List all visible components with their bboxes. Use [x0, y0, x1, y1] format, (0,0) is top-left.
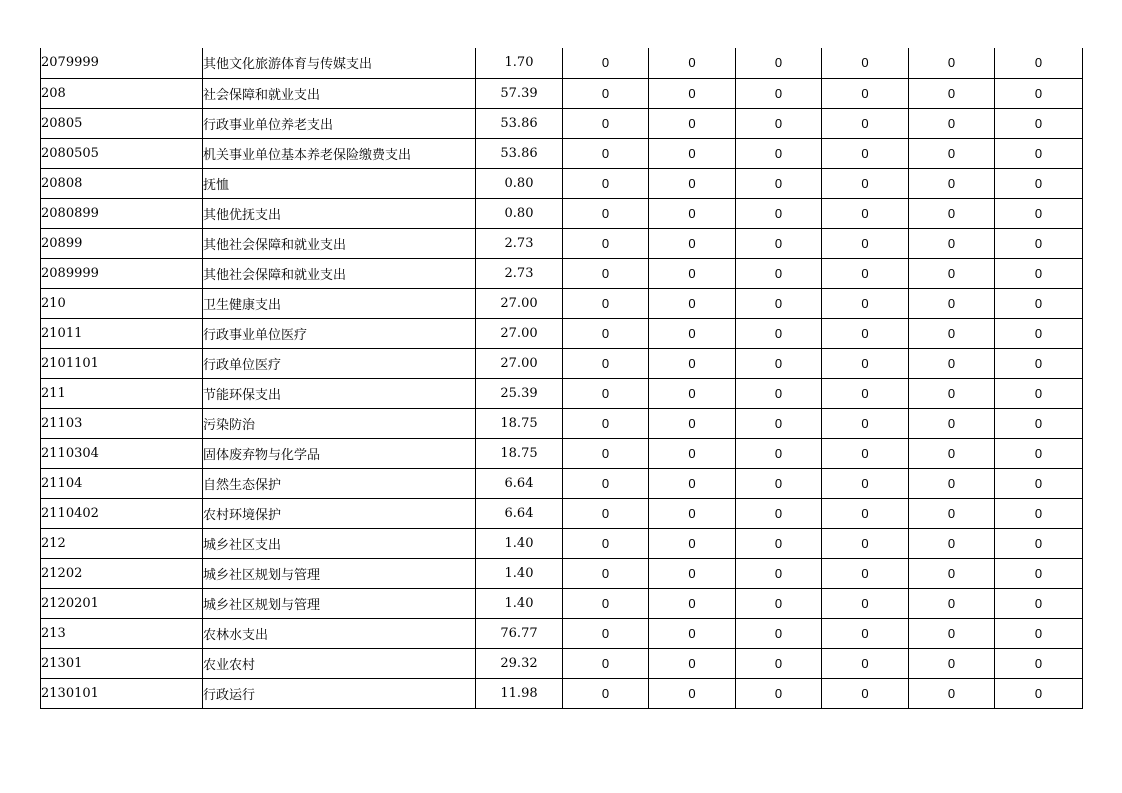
subject-code-cell: 21103	[41, 408, 203, 438]
value-cell: 0	[995, 258, 1083, 288]
subject-name-cell: 其他文化旅游体育与传媒支出	[203, 48, 476, 78]
subject-name-cell: 行政事业单位医疗	[203, 318, 476, 348]
value-cell: 0	[995, 498, 1083, 528]
value-cell: 0	[649, 168, 736, 198]
amount-cell: 1.40	[476, 558, 563, 588]
value-cell: 0	[822, 288, 909, 318]
value-cell: 0	[563, 618, 649, 648]
subject-code-cell: 20805	[41, 108, 203, 138]
value-cell: 0	[649, 588, 736, 618]
subject-name-cell: 抚恤	[203, 168, 476, 198]
amount-cell: 1.40	[476, 528, 563, 558]
value-cell: 0	[649, 558, 736, 588]
value-cell: 0	[736, 648, 822, 678]
subject-name-cell: 城乡社区支出	[203, 528, 476, 558]
value-cell: 0	[909, 468, 995, 498]
value-cell: 0	[822, 618, 909, 648]
value-cell: 0	[995, 408, 1083, 438]
value-cell: 0	[736, 228, 822, 258]
value-cell: 0	[822, 558, 909, 588]
table-row	[41, 48, 1083, 78]
amount-cell: 0.80	[476, 168, 563, 198]
value-cell: 0	[649, 618, 736, 648]
table-row	[41, 438, 1083, 468]
value-cell: 0	[649, 108, 736, 138]
value-cell: 0	[995, 528, 1083, 558]
value-cell: 0	[909, 648, 995, 678]
value-cell: 0	[563, 438, 649, 468]
value-cell: 0	[736, 198, 822, 228]
value-cell: 0	[995, 48, 1083, 78]
value-cell: 0	[995, 558, 1083, 588]
value-cell: 0	[563, 138, 649, 168]
subject-code-cell: 21104	[41, 468, 203, 498]
value-cell: 0	[649, 438, 736, 468]
value-cell: 0	[995, 648, 1083, 678]
subject-code-cell: 211	[41, 378, 203, 408]
subject-name-cell: 行政事业单位养老支出	[203, 108, 476, 138]
table-body	[41, 48, 1083, 708]
table-row	[41, 498, 1083, 528]
value-cell: 0	[909, 528, 995, 558]
value-cell: 0	[822, 138, 909, 168]
value-cell: 0	[736, 558, 822, 588]
value-cell: 0	[649, 138, 736, 168]
amount-cell: 2.73	[476, 258, 563, 288]
value-cell: 0	[736, 498, 822, 528]
subject-name-cell: 其他社会保障和就业支出	[203, 228, 476, 258]
value-cell: 0	[649, 648, 736, 678]
value-cell: 0	[822, 78, 909, 108]
value-cell: 0	[563, 198, 649, 228]
subject-name-cell: 农业农村	[203, 648, 476, 678]
value-cell: 0	[995, 678, 1083, 708]
value-cell: 0	[563, 528, 649, 558]
value-cell: 0	[563, 318, 649, 348]
value-cell: 0	[736, 678, 822, 708]
subject-code-cell: 2080899	[41, 198, 203, 228]
value-cell: 0	[736, 438, 822, 468]
budget-table	[40, 48, 1083, 709]
subject-name-cell: 其他社会保障和就业支出	[203, 258, 476, 288]
value-cell: 0	[909, 108, 995, 138]
value-cell: 0	[909, 288, 995, 318]
subject-code-cell: 213	[41, 618, 203, 648]
value-cell: 0	[649, 48, 736, 78]
value-cell: 0	[649, 288, 736, 318]
subject-code-cell: 20899	[41, 228, 203, 258]
amount-cell: 18.75	[476, 438, 563, 468]
table-row	[41, 258, 1083, 288]
value-cell: 0	[822, 378, 909, 408]
amount-cell: 57.39	[476, 78, 563, 108]
amount-cell: 27.00	[476, 348, 563, 378]
subject-name-cell: 城乡社区规划与管理	[203, 558, 476, 588]
value-cell: 0	[736, 588, 822, 618]
table-row	[41, 228, 1083, 258]
subject-code-cell: 208	[41, 78, 203, 108]
value-cell: 0	[995, 168, 1083, 198]
value-cell: 0	[995, 588, 1083, 618]
value-cell: 0	[736, 108, 822, 138]
value-cell: 0	[822, 348, 909, 378]
amount-cell: 0.80	[476, 198, 563, 228]
value-cell: 0	[909, 258, 995, 288]
value-cell: 0	[649, 348, 736, 378]
value-cell: 0	[909, 78, 995, 108]
value-cell: 0	[649, 408, 736, 438]
subject-code-cell: 210	[41, 288, 203, 318]
value-cell: 0	[822, 48, 909, 78]
value-cell: 0	[822, 438, 909, 468]
value-cell: 0	[563, 498, 649, 528]
subject-code-cell: 21202	[41, 558, 203, 588]
table-row	[41, 288, 1083, 318]
amount-cell: 1.40	[476, 588, 563, 618]
subject-name-cell: 节能环保支出	[203, 378, 476, 408]
value-cell: 0	[822, 318, 909, 348]
value-cell: 0	[563, 288, 649, 318]
value-cell: 0	[649, 228, 736, 258]
value-cell: 0	[563, 378, 649, 408]
amount-cell: 18.75	[476, 408, 563, 438]
value-cell: 0	[995, 108, 1083, 138]
amount-cell: 1.70	[476, 48, 563, 78]
table-row	[41, 378, 1083, 408]
value-cell: 0	[736, 528, 822, 558]
value-cell: 0	[736, 348, 822, 378]
table-row	[41, 678, 1083, 708]
amount-cell: 29.32	[476, 648, 563, 678]
subject-code-cell: 2130101	[41, 678, 203, 708]
value-cell: 0	[822, 258, 909, 288]
value-cell: 0	[909, 138, 995, 168]
value-cell: 0	[995, 318, 1083, 348]
value-cell: 0	[563, 588, 649, 618]
value-cell: 0	[822, 108, 909, 138]
value-cell: 0	[909, 438, 995, 468]
value-cell: 0	[995, 468, 1083, 498]
amount-cell: 2.73	[476, 228, 563, 258]
value-cell: 0	[995, 198, 1083, 228]
value-cell: 0	[909, 48, 995, 78]
value-cell: 0	[822, 678, 909, 708]
amount-cell: 11.98	[476, 678, 563, 708]
value-cell: 0	[736, 408, 822, 438]
value-cell: 0	[563, 48, 649, 78]
value-cell: 0	[736, 138, 822, 168]
value-cell: 0	[736, 318, 822, 348]
value-cell: 0	[909, 408, 995, 438]
table-row	[41, 108, 1083, 138]
subject-name-cell: 社会保障和就业支出	[203, 78, 476, 108]
subject-name-cell: 行政单位医疗	[203, 348, 476, 378]
value-cell: 0	[563, 678, 649, 708]
table-row	[41, 318, 1083, 348]
value-cell: 0	[736, 168, 822, 198]
value-cell: 0	[736, 288, 822, 318]
subject-name-cell: 机关事业单位基本养老保险缴费支出	[203, 138, 476, 168]
value-cell: 0	[736, 618, 822, 648]
value-cell: 0	[995, 288, 1083, 318]
table-row	[41, 198, 1083, 228]
table-row	[41, 528, 1083, 558]
value-cell: 0	[909, 318, 995, 348]
value-cell: 0	[909, 198, 995, 228]
value-cell: 0	[822, 528, 909, 558]
amount-cell: 27.00	[476, 288, 563, 318]
value-cell: 0	[736, 48, 822, 78]
amount-cell: 27.00	[476, 318, 563, 348]
value-cell: 0	[563, 408, 649, 438]
subject-code-cell: 2089999	[41, 258, 203, 288]
table-row	[41, 168, 1083, 198]
value-cell: 0	[909, 558, 995, 588]
subject-code-cell: 2079999	[41, 48, 203, 78]
value-cell: 0	[822, 168, 909, 198]
value-cell: 0	[736, 258, 822, 288]
value-cell: 0	[649, 78, 736, 108]
value-cell: 0	[822, 228, 909, 258]
value-cell: 0	[563, 78, 649, 108]
value-cell: 0	[995, 138, 1083, 168]
table-row	[41, 408, 1083, 438]
value-cell: 0	[563, 228, 649, 258]
subject-name-cell: 行政运行	[203, 678, 476, 708]
value-cell: 0	[995, 348, 1083, 378]
table-row	[41, 348, 1083, 378]
value-cell: 0	[563, 258, 649, 288]
value-cell: 0	[563, 168, 649, 198]
value-cell: 0	[822, 408, 909, 438]
subject-name-cell: 农村环境保护	[203, 498, 476, 528]
value-cell: 0	[563, 558, 649, 588]
subject-code-cell: 2080505	[41, 138, 203, 168]
value-cell: 0	[736, 468, 822, 498]
subject-code-cell: 2110402	[41, 498, 203, 528]
value-cell: 0	[822, 468, 909, 498]
value-cell: 0	[563, 348, 649, 378]
table-row	[41, 558, 1083, 588]
value-cell: 0	[995, 78, 1083, 108]
subject-code-cell: 212	[41, 528, 203, 558]
value-cell: 0	[649, 498, 736, 528]
subject-name-cell: 自然生态保护	[203, 468, 476, 498]
subject-code-cell: 21301	[41, 648, 203, 678]
amount-cell: 53.86	[476, 108, 563, 138]
table-row	[41, 78, 1083, 108]
value-cell: 0	[649, 678, 736, 708]
value-cell: 0	[909, 378, 995, 408]
table-row	[41, 138, 1083, 168]
value-cell: 0	[909, 168, 995, 198]
value-cell: 0	[649, 318, 736, 348]
value-cell: 0	[736, 378, 822, 408]
subject-name-cell: 城乡社区规划与管理	[203, 588, 476, 618]
subject-name-cell: 污染防治	[203, 408, 476, 438]
value-cell: 0	[822, 588, 909, 618]
amount-cell: 76.77	[476, 618, 563, 648]
subject-code-cell: 20808	[41, 168, 203, 198]
value-cell: 0	[563, 108, 649, 138]
subject-name-cell: 卫生健康支出	[203, 288, 476, 318]
value-cell: 0	[563, 468, 649, 498]
value-cell: 0	[822, 498, 909, 528]
value-cell: 0	[909, 678, 995, 708]
table-row	[41, 468, 1083, 498]
subject-code-cell: 2101101	[41, 348, 203, 378]
table-row	[41, 648, 1083, 678]
value-cell: 0	[736, 78, 822, 108]
value-cell: 0	[649, 468, 736, 498]
subject-code-cell: 21011	[41, 318, 203, 348]
value-cell: 0	[649, 378, 736, 408]
value-cell: 0	[909, 498, 995, 528]
value-cell: 0	[909, 228, 995, 258]
subject-code-cell: 2120201	[41, 588, 203, 618]
value-cell: 0	[822, 648, 909, 678]
value-cell: 0	[649, 528, 736, 558]
amount-cell: 53.86	[476, 138, 563, 168]
value-cell: 0	[822, 198, 909, 228]
table-row	[41, 588, 1083, 618]
subject-name-cell: 农林水支出	[203, 618, 476, 648]
value-cell: 0	[995, 228, 1083, 258]
value-cell: 0	[909, 348, 995, 378]
amount-cell: 6.64	[476, 468, 563, 498]
amount-cell: 25.39	[476, 378, 563, 408]
value-cell: 0	[909, 588, 995, 618]
value-cell: 0	[649, 258, 736, 288]
subject-name-cell: 固体废弃物与化学品	[203, 438, 476, 468]
value-cell: 0	[563, 648, 649, 678]
value-cell: 0	[995, 438, 1083, 468]
amount-cell: 6.64	[476, 498, 563, 528]
subject-name-cell: 其他优抚支出	[203, 198, 476, 228]
value-cell: 0	[995, 378, 1083, 408]
value-cell: 0	[995, 618, 1083, 648]
value-cell: 0	[649, 198, 736, 228]
value-cell: 0	[909, 618, 995, 648]
subject-code-cell: 2110304	[41, 438, 203, 468]
table-row	[41, 618, 1083, 648]
